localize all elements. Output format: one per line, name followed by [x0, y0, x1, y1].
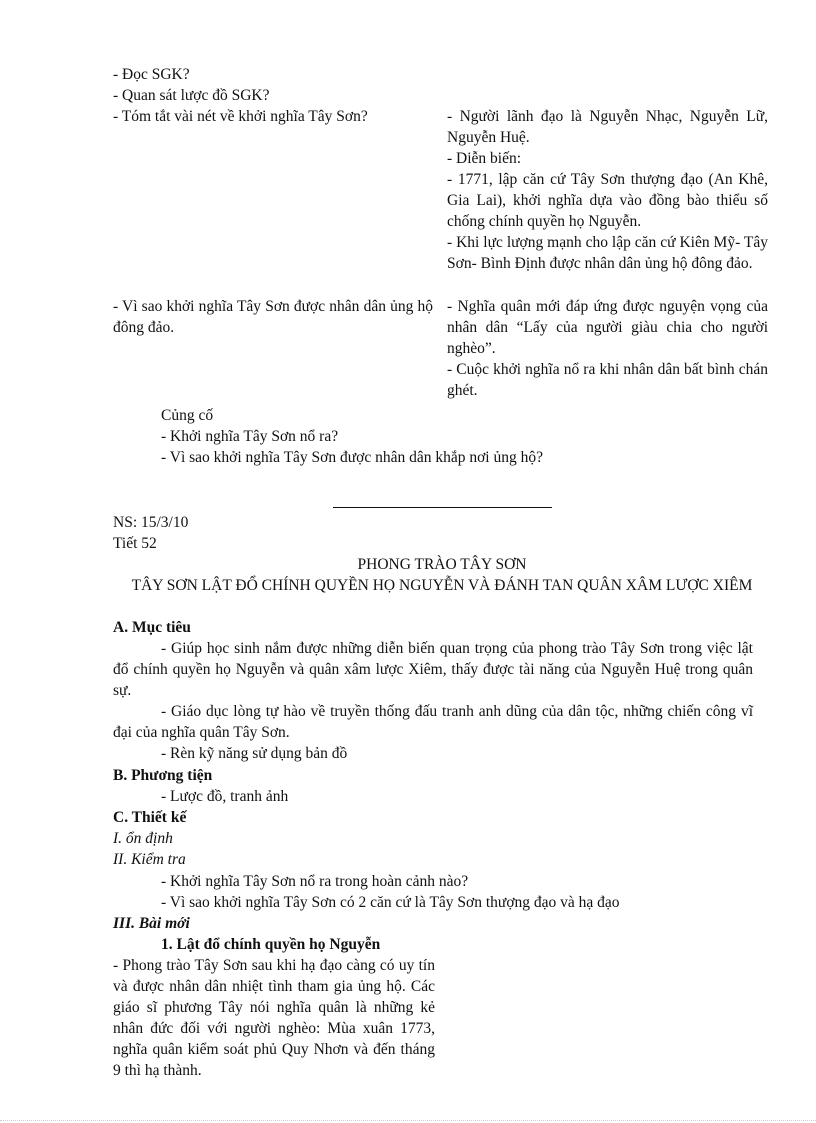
document-subtitle: TÂY SƠN LẬT ĐỔ CHÍNH QUYỀN HỌ NGUYỄN VÀ ĐÁNH TAN QUÂN XÂM LƯỢC XIÊM	[131, 577, 753, 594]
lesson-date: NS: 15/3/10	[113, 514, 189, 531]
lesson-part-1-heading: 1. Lật đổ chính quyền họ Nguyễn	[161, 936, 381, 953]
section-c-heading: C. Thiết kế	[113, 809, 187, 826]
consolidation-item: - Khởi nghĩa Tây Sơn nổ ra?	[161, 428, 339, 445]
subsection-ii: II. Kiểm tra	[113, 851, 186, 868]
review-question: - Khởi nghĩa Tây Sơn nổ ra trong hoàn cảnh nào?	[161, 873, 469, 890]
objective-item: - Rèn kỹ năng sử dụng bản đồ	[161, 745, 348, 762]
question-why-supported: - Vì sao khởi nghĩa Tây Sơn được nhân dân ủng hộ đông đảo.	[113, 298, 433, 336]
subsection-i: I. ổn định	[113, 830, 173, 847]
answer-leaders: - Người lãnh đạo là Nguyễn Nhạc, Nguyễn Lữ, Nguyễn Huệ.	[447, 108, 768, 146]
answer-kien-my-base: - Khi lực lượng mạnh cho lập căn cứ Kiên Mỹ- Tây Sơn- Bình Định được nhân dân ủng hộ đông đảo.	[447, 234, 768, 272]
subsection-iii: III. Bài mới	[113, 915, 190, 932]
answer-1771-base: - 1771, lập căn cứ Tây Sơn thượng đạo (An Khê, Gia Lai), khởi nghĩa dựa vào đồng bào thiểu số chống chính quyền họ Nguyễn.	[447, 171, 768, 230]
question-summarize-uprising: - Tóm tắt vài nét về khởi nghĩa Tây Sơn?	[113, 108, 368, 125]
separator-line	[333, 507, 552, 508]
answer-progress-label: - Diễn biến:	[447, 150, 522, 167]
materials-item: - Lược đồ, tranh ảnh	[161, 788, 289, 805]
objective-item: - Giúp học sinh nắm được những diễn biến quan trọng của phong trào Tây Sơn trong việc lật đổ chính quyền họ Nguyễn và quân xâm lược Xiêm, thấy được tài năng của Nguyễn Huệ trong quân sự.	[113, 640, 753, 699]
consolidation-title: Củng cố	[161, 407, 214, 424]
answer-discontent: - Cuộc khởi nghĩa nổ ra khi nhân dân bất bình chán ghét.	[447, 361, 768, 399]
lesson-number: Tiết 52	[113, 535, 157, 552]
question-read-textbook: - Đọc SGK?	[113, 66, 190, 83]
section-b-heading: B. Phương tiện	[113, 767, 213, 784]
document-title: PHONG TRÀO TÂY SƠN	[357, 556, 527, 573]
page-bottom-edge	[0, 1120, 816, 1121]
question-observe-map: - Quan sát lược đồ SGK?	[113, 87, 270, 104]
answer-aspirations: - Nghĩa quân mới đáp ứng được nguyện vọng của nhân dân “Lấy của người giàu chia cho người nghèo”.	[447, 298, 768, 357]
review-question: - Vì sao khởi nghĩa Tây Sơn có 2 căn cứ là Tây Sơn thượng đạo và hạ đạo	[161, 894, 620, 911]
lesson-part-1-paragraph: - Phong trào Tây Sơn sau khi hạ đạo càng có uy tín và được nhân dân nhiệt tình tham gia ủng hộ. Các giáo sĩ phương Tây nói nghĩa quân là những kẻ nhân đức đối với người nghèo: Mùa xuân 1773, nghĩa quân kiểm soát phủ Quy Nhơn và đến tháng 9 thì hạ thành.	[113, 957, 435, 1079]
section-a-heading: A. Mục tiêu	[113, 619, 191, 636]
consolidation-item: - Vì sao khởi nghĩa Tây Sơn được nhân dân khắp nơi ủng hộ?	[161, 449, 543, 466]
objective-item: - Giáo dục lòng tự hào về truyền thống đấu tranh anh dũng của dân tộc, những chiến công vĩ đại của nghĩa quân Tây Sơn.	[113, 703, 753, 741]
